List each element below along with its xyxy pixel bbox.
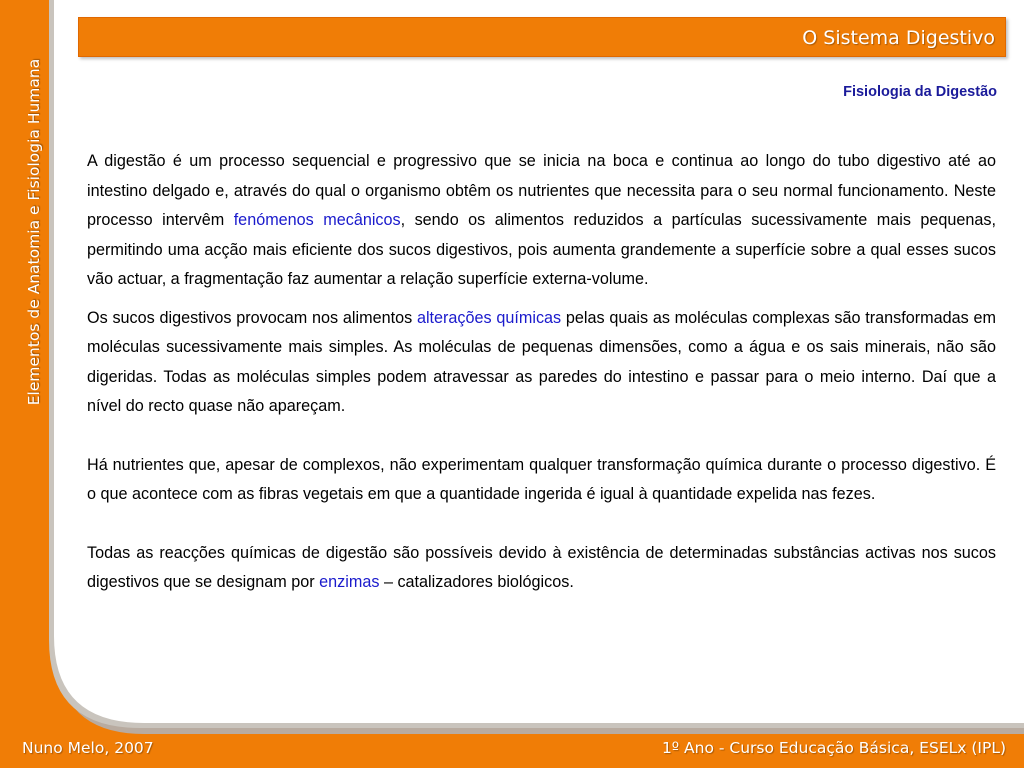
paragraph-4-text-end: – catalizadores biológicos. bbox=[379, 573, 574, 591]
paragraph-2-text-end: pelas quais as moléculas complexas são transformadas em moléculas sucessivamente mais simples. As moléculas de pequenas dimensões, como a água e os sais minerais, não são digeridas. Todas as moléculas simples podem atravessar as paredes do intestino e passar para o meio interno. Daí que a nível do recto quase não apareçam. bbox=[87, 308, 996, 415]
paragraph-2 bbox=[87, 304, 996, 422]
page-title: O Sistema Digestivo bbox=[802, 27, 995, 49]
paragraph-1-text-start: A digestão é um processo sequencial e progressivo que se inicia na boca e continua ao longo do tubo digestivo até ao intestino delgado e, através do qual o organismo obtêm os nutrientes que necessita para o seu normal funcionamento. Neste processo intervêm bbox=[87, 152, 996, 229]
footer-author: Nuno Melo, 2007 bbox=[22, 739, 154, 757]
paragraph-4 bbox=[87, 539, 996, 598]
paragraph-1-text-end: , sendo os alimentos reduzidos a partículas sucessivamente mais pequenas, permitindo uma acção mais eficiente dos sucos digestivos, pois aumenta grandemente a superfície sobre a qual esses sucos vão actuar, a fragmentação faz aumentar a relação superfície externa-volume. bbox=[87, 211, 996, 288]
paragraph-1 bbox=[87, 147, 996, 295]
paragraph-3-text: Há nutrientes que, apesar de complexos, não experimentam qualquer transformação química durante o processo digestivo. É o que acontece com as fibras vegetais em que a quantidade ingerida é igual à quantidade expelida nas fezes. bbox=[87, 455, 996, 503]
title-bar bbox=[78, 17, 1006, 57]
sidebar-vertical-title: Elementos de Anatomia e Fisiologia Humana bbox=[25, 58, 43, 406]
highlight-enzymes: enzimas bbox=[319, 573, 380, 591]
paragraph-3 bbox=[87, 451, 996, 510]
body-text bbox=[87, 147, 996, 598]
paragraph-4-text-start: Todas as reacções químicas de digestão são possíveis devido à existência de determinadas substâncias activas nos sucos digestivos que se designam por bbox=[87, 543, 996, 591]
highlight-mechanical-phenomena: fenómenos mecânicos bbox=[233, 211, 401, 229]
paragraph-2-text-start: Os sucos digestivos provocam nos alimentos bbox=[87, 308, 417, 327]
highlight-chemical-changes: alterações químicas bbox=[416, 308, 562, 327]
footer-course: 1º Ano - Curso Educação Básica, ESELx (IPL) bbox=[661, 739, 1006, 757]
section-subtitle: Fisiologia da Digestão bbox=[843, 84, 997, 100]
